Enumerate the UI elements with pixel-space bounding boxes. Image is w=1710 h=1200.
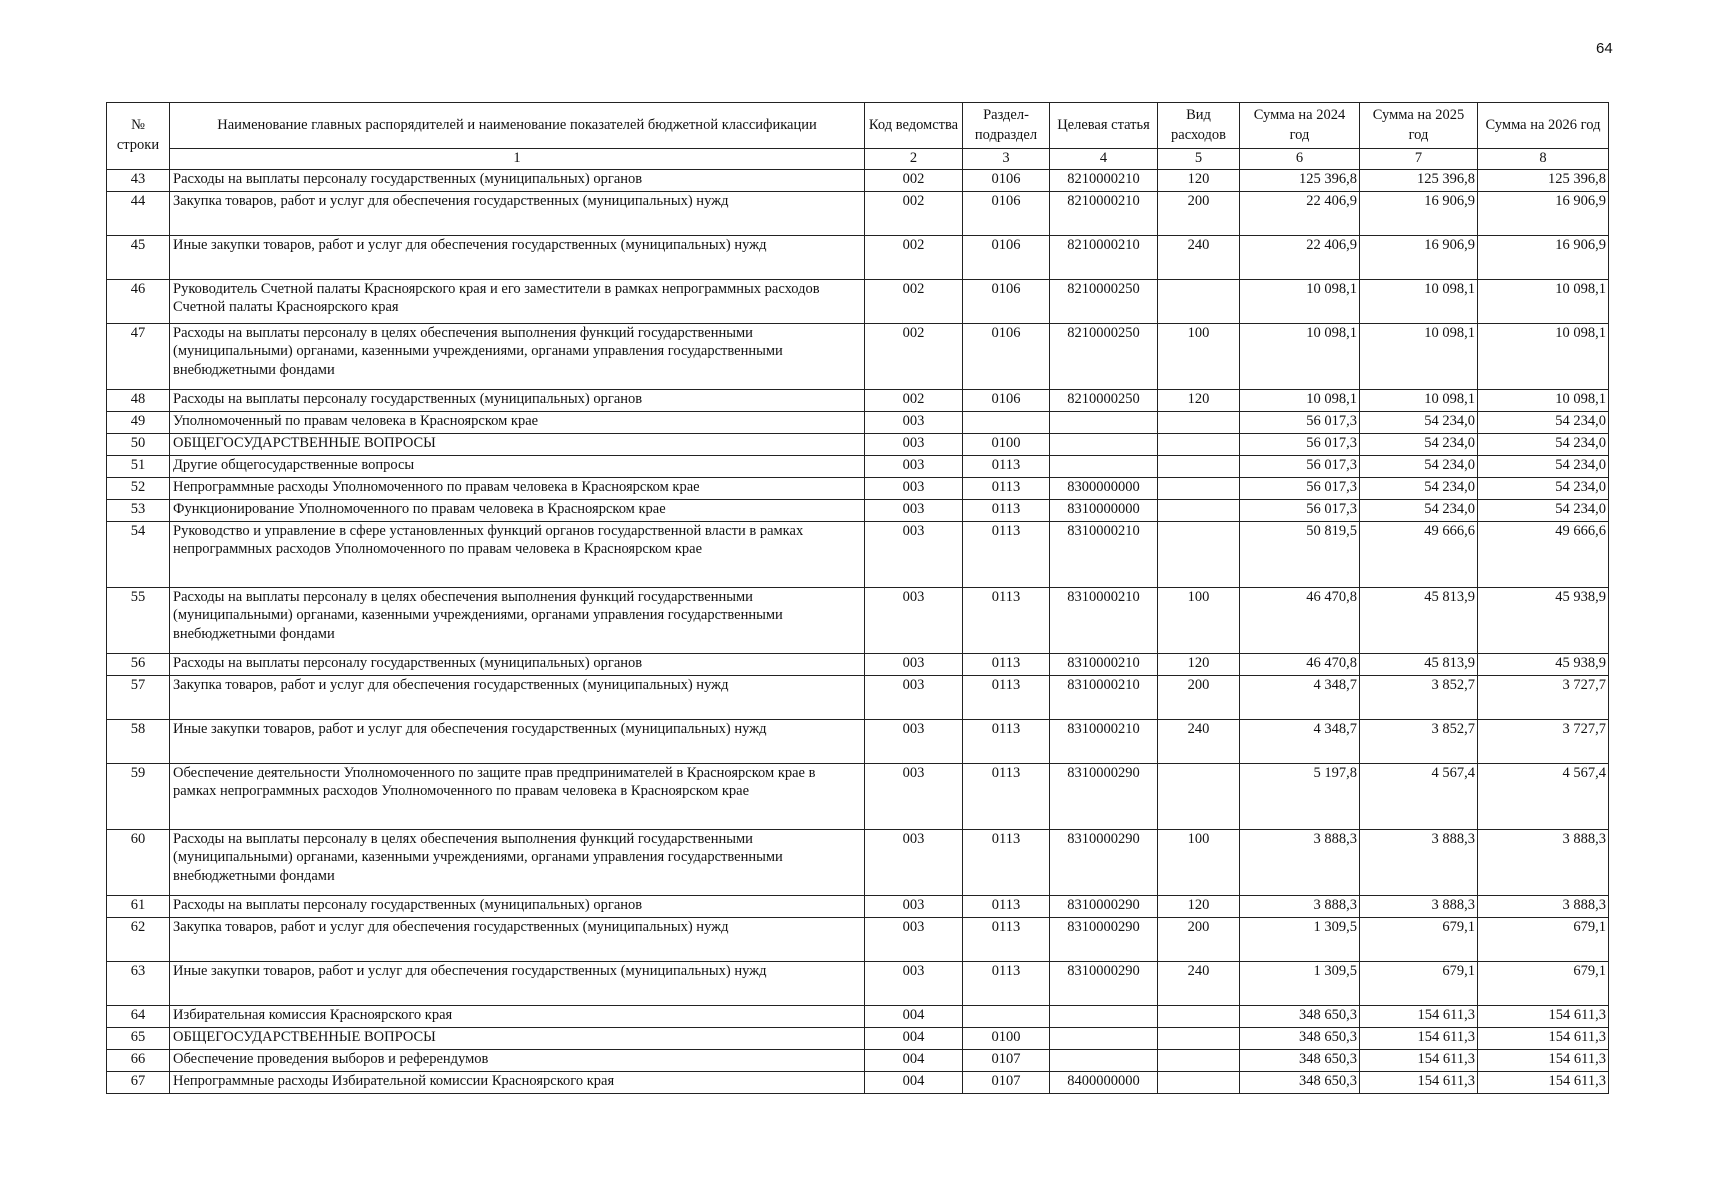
row-sum-2026: 10 098,1 [1478,389,1609,411]
row-dept-code: 003 [865,455,963,477]
row-section: 0113 [963,829,1050,895]
row-name: Обеспечение проведения выборов и референдумов [170,1049,865,1071]
row-target-article [1050,455,1158,477]
row-sum-2026: 154 611,3 [1478,1027,1609,1049]
row-dept-code: 002 [865,191,963,235]
row-number: 56 [107,653,170,675]
row-target-article: 8310000000 [1050,499,1158,521]
row-dept-code: 002 [865,235,963,279]
row-name: Расходы на выплаты персоналу в целях обеспечения выполнения функций государственными (муниципальными) органами, казенными учреждениями, органами управления государственными внебюджетными фондами [170,829,865,895]
row-number: 58 [107,719,170,763]
row-section: 0113 [963,499,1050,521]
row-sum-2025: 3 852,7 [1360,675,1478,719]
row-expense-type: 200 [1158,917,1240,961]
row-dept-code: 003 [865,961,963,1005]
row-sum-2024: 3 888,3 [1240,895,1360,917]
row-number: 57 [107,675,170,719]
row-target-article: 8310000210 [1050,675,1158,719]
row-sum-2026: 3 888,3 [1478,895,1609,917]
row-sum-2026: 154 611,3 [1478,1005,1609,1027]
table-row [107,1027,1609,1049]
row-dept-code: 003 [865,411,963,433]
row-dept-code: 004 [865,1049,963,1071]
table-row [107,961,1609,1005]
column-number-4: 4 [1050,149,1158,170]
row-sum-2025: 16 906,9 [1360,191,1478,235]
row-name: Расходы на выплаты персоналу государственных (муниципальных) органов [170,169,865,191]
header-name: Наименование главных распорядителей и наименование показателей бюджетной классификации [170,103,865,149]
row-sum-2024: 50 819,5 [1240,521,1360,587]
row-sum-2024: 46 470,8 [1240,587,1360,653]
row-number: 44 [107,191,170,235]
row-name: Закупка товаров, работ и услуг для обеспечения государственных (муниципальных) нужд [170,675,865,719]
row-section: 0113 [963,917,1050,961]
row-expense-type [1158,1071,1240,1093]
row-target-article [1050,433,1158,455]
row-section: 0100 [963,433,1050,455]
row-section: 0100 [963,1027,1050,1049]
row-target-article: 8210000250 [1050,279,1158,323]
row-sum-2024: 22 406,9 [1240,191,1360,235]
row-name: Расходы на выплаты персоналу в целях обеспечения выполнения функций государственными (муниципальными) органами, казенными учреждениями, органами управления государственными внебюджетными фондами [170,323,865,389]
row-target-article: 8210000210 [1050,235,1158,279]
row-sum-2026: 16 906,9 [1478,191,1609,235]
row-sum-2026: 54 234,0 [1478,433,1609,455]
row-name: Расходы на выплаты персоналу государственных (муниципальных) органов [170,389,865,411]
row-expense-type [1158,279,1240,323]
table-row [107,323,1609,389]
row-name: Избирательная комиссия Красноярского края [170,1005,865,1027]
table-row [107,1005,1609,1027]
row-number: 54 [107,521,170,587]
row-dept-code: 003 [865,829,963,895]
row-expense-type: 240 [1158,235,1240,279]
row-expense-type [1158,1005,1240,1027]
row-section: 0113 [963,653,1050,675]
row-expense-type [1158,455,1240,477]
row-expense-type: 240 [1158,719,1240,763]
row-sum-2025: 16 906,9 [1360,235,1478,279]
row-sum-2024: 348 650,3 [1240,1049,1360,1071]
row-target-article [1050,411,1158,433]
row-expense-type [1158,521,1240,587]
row-sum-2025: 679,1 [1360,961,1478,1005]
row-expense-type [1158,477,1240,499]
row-expense-type [1158,763,1240,829]
row-sum-2025: 10 098,1 [1360,389,1478,411]
row-target-article: 8310000290 [1050,829,1158,895]
row-dept-code: 003 [865,653,963,675]
row-expense-type [1158,1027,1240,1049]
header-sum-2024: Сумма на 2024 год [1240,103,1360,149]
row-sum-2026: 154 611,3 [1478,1071,1609,1093]
row-section: 0113 [963,675,1050,719]
row-sum-2026: 3 888,3 [1478,829,1609,895]
row-dept-code: 003 [865,521,963,587]
table-row [107,653,1609,675]
row-sum-2025: 3 888,3 [1360,829,1478,895]
row-dept-code: 003 [865,587,963,653]
row-expense-type: 100 [1158,323,1240,389]
row-dept-code: 002 [865,279,963,323]
row-number: 63 [107,961,170,1005]
row-dept-code: 003 [865,675,963,719]
row-sum-2024: 1 309,5 [1240,917,1360,961]
row-dept-code: 003 [865,719,963,763]
table-row [107,279,1609,323]
row-number: 60 [107,829,170,895]
row-name: Расходы на выплаты персоналу в целях обеспечения выполнения функций государственными (муниципальными) органами, казенными учреждениями, органами управления государственными внебюджетными фондами [170,587,865,653]
row-section: 0113 [963,763,1050,829]
row-name: Иные закупки товаров, работ и услуг для обеспечения государственных (муниципальных) нужд [170,961,865,1005]
row-sum-2025: 154 611,3 [1360,1027,1478,1049]
column-number-8: 8 [1478,149,1609,170]
column-number-5: 5 [1158,149,1240,170]
row-sum-2024: 10 098,1 [1240,323,1360,389]
row-sum-2026: 3 727,7 [1478,719,1609,763]
row-sum-2025: 154 611,3 [1360,1071,1478,1093]
row-sum-2026: 10 098,1 [1478,323,1609,389]
row-sum-2026: 45 938,9 [1478,653,1609,675]
row-sum-2025: 49 666,6 [1360,521,1478,587]
row-expense-type: 240 [1158,961,1240,1005]
row-section: 0113 [963,895,1050,917]
row-section: 0106 [963,191,1050,235]
row-number: 67 [107,1071,170,1093]
row-sum-2024: 56 017,3 [1240,455,1360,477]
row-expense-type: 200 [1158,675,1240,719]
row-sum-2024: 125 396,8 [1240,169,1360,191]
row-sum-2024: 4 348,7 [1240,719,1360,763]
row-sum-2026: 54 234,0 [1478,477,1609,499]
table-row [107,455,1609,477]
row-target-article: 8300000000 [1050,477,1158,499]
page-number: 64 [1596,40,1613,57]
table-row [107,719,1609,763]
table-row [107,1071,1609,1093]
table-row [107,763,1609,829]
row-sum-2025: 54 234,0 [1360,477,1478,499]
row-sum-2024: 22 406,9 [1240,235,1360,279]
row-name: Обеспечение деятельности Уполномоченного по защите прав предпринимателей в Красноярском крае в рамках непрограммных расходов Уполномоченного по правам человека в Красноярском крае [170,763,865,829]
row-dept-code: 003 [865,917,963,961]
table-row [107,829,1609,895]
table-row [107,587,1609,653]
row-dept-code: 003 [865,433,963,455]
row-sum-2026: 679,1 [1478,917,1609,961]
row-expense-type: 120 [1158,169,1240,191]
row-name: ОБЩЕГОСУДАРСТВЕННЫЕ ВОПРОСЫ [170,433,865,455]
table-row [107,895,1609,917]
row-sum-2025: 3 888,3 [1360,895,1478,917]
row-sum-2026: 16 906,9 [1478,235,1609,279]
header-row-no: № строки [107,103,170,170]
column-number-2: 2 [865,149,963,170]
row-target-article: 8310000290 [1050,961,1158,1005]
row-number: 53 [107,499,170,521]
row-name: Закупка товаров, работ и услуг для обеспечения государственных (муниципальных) нужд [170,191,865,235]
table-row [107,477,1609,499]
row-section: 0106 [963,323,1050,389]
row-target-article: 8210000250 [1050,323,1158,389]
row-number: 65 [107,1027,170,1049]
row-sum-2026: 4 567,4 [1478,763,1609,829]
row-dept-code: 004 [865,1005,963,1027]
row-sum-2024: 4 348,7 [1240,675,1360,719]
row-sum-2026: 679,1 [1478,961,1609,1005]
row-dept-code: 002 [865,323,963,389]
row-target-article [1050,1049,1158,1071]
row-section: 0106 [963,279,1050,323]
row-section: 0113 [963,521,1050,587]
row-target-article: 8210000250 [1050,389,1158,411]
row-sum-2025: 154 611,3 [1360,1049,1478,1071]
row-name: Другие общегосударственные вопросы [170,455,865,477]
row-section [963,1005,1050,1027]
row-section: 0106 [963,389,1050,411]
row-number: 52 [107,477,170,499]
row-expense-type: 120 [1158,389,1240,411]
row-name: ОБЩЕГОСУДАРСТВЕННЫЕ ВОПРОСЫ [170,1027,865,1049]
row-sum-2025: 10 098,1 [1360,279,1478,323]
row-target-article: 8310000290 [1050,763,1158,829]
row-number: 51 [107,455,170,477]
header-row [107,103,1609,149]
row-sum-2026: 45 938,9 [1478,587,1609,653]
table-body [107,169,1609,1093]
row-number: 59 [107,763,170,829]
table-row [107,675,1609,719]
row-name: Функционирование Уполномоченного по правам человека в Красноярском крае [170,499,865,521]
row-name: Закупка товаров, работ и услуг для обеспечения государственных (муниципальных) нужд [170,917,865,961]
header-section: Раздел-подраздел [963,103,1050,149]
row-sum-2025: 54 234,0 [1360,433,1478,455]
column-number-row [107,149,1609,170]
row-dept-code: 004 [865,1027,963,1049]
header-sum-2026: Сумма на 2026 год [1478,103,1609,149]
row-target-article: 8310000290 [1050,895,1158,917]
row-section [963,411,1050,433]
row-section: 0106 [963,235,1050,279]
row-sum-2025: 54 234,0 [1360,455,1478,477]
row-number: 55 [107,587,170,653]
table-row [107,499,1609,521]
column-number-7: 7 [1360,149,1478,170]
row-target-article: 8310000210 [1050,719,1158,763]
row-name: Иные закупки товаров, работ и услуг для обеспечения государственных (муниципальных) нужд [170,719,865,763]
row-name: Непрограммные расходы Избирательной комиссии Красноярского края [170,1071,865,1093]
row-sum-2025: 679,1 [1360,917,1478,961]
row-expense-type: 200 [1158,191,1240,235]
table-row [107,191,1609,235]
row-sum-2026: 54 234,0 [1478,455,1609,477]
row-dept-code: 003 [865,499,963,521]
table-row [107,917,1609,961]
row-sum-2025: 54 234,0 [1360,411,1478,433]
row-number: 61 [107,895,170,917]
table-row [107,169,1609,191]
row-dept-code: 002 [865,169,963,191]
row-dept-code: 003 [865,763,963,829]
row-target-article: 8210000210 [1050,169,1158,191]
row-sum-2024: 56 017,3 [1240,477,1360,499]
row-section: 0113 [963,961,1050,1005]
row-number: 43 [107,169,170,191]
row-sum-2024: 3 888,3 [1240,829,1360,895]
row-section: 0113 [963,477,1050,499]
row-number: 48 [107,389,170,411]
row-target-article: 8310000290 [1050,917,1158,961]
row-expense-type [1158,499,1240,521]
row-sum-2026: 154 611,3 [1478,1049,1609,1071]
row-name: Уполномоченный по правам человека в Красноярском крае [170,411,865,433]
row-target-article: 8310000210 [1050,521,1158,587]
table-row [107,433,1609,455]
row-sum-2024: 5 197,8 [1240,763,1360,829]
row-sum-2024: 10 098,1 [1240,279,1360,323]
row-name: Руководитель Счетной палаты Красноярского края и его заместители в рамках непрограммных расходов Счетной палаты Красноярского края [170,279,865,323]
row-number: 49 [107,411,170,433]
table-row [107,521,1609,587]
header-target-article: Целевая статья [1050,103,1158,149]
row-sum-2024: 56 017,3 [1240,411,1360,433]
row-sum-2024: 46 470,8 [1240,653,1360,675]
row-section: 0106 [963,169,1050,191]
row-number: 45 [107,235,170,279]
row-target-article [1050,1027,1158,1049]
row-dept-code: 002 [865,389,963,411]
row-sum-2025: 45 813,9 [1360,587,1478,653]
row-sum-2025: 125 396,8 [1360,169,1478,191]
row-dept-code: 004 [865,1071,963,1093]
row-number: 64 [107,1005,170,1027]
row-number: 46 [107,279,170,323]
row-sum-2025: 54 234,0 [1360,499,1478,521]
row-section: 0107 [963,1049,1050,1071]
budget-table [106,102,1609,1094]
row-target-article [1050,1005,1158,1027]
row-sum-2025: 10 098,1 [1360,323,1478,389]
table-row [107,235,1609,279]
header-expense-type: Вид расходов [1158,103,1240,149]
row-sum-2025: 45 813,9 [1360,653,1478,675]
row-expense-type [1158,433,1240,455]
table-row [107,411,1609,433]
header-sum-2025: Сумма на 2025 год [1360,103,1478,149]
row-expense-type [1158,411,1240,433]
row-section: 0107 [963,1071,1050,1093]
row-sum-2024: 10 098,1 [1240,389,1360,411]
row-section: 0113 [963,455,1050,477]
row-target-article: 8310000210 [1050,653,1158,675]
row-sum-2024: 348 650,3 [1240,1027,1360,1049]
row-name: Руководство и управление в сфере установленных функций органов государственной власти в рамках непрограммных расходов Уполномоченного по правам человека в Красноярском крае [170,521,865,587]
row-sum-2026: 10 098,1 [1478,279,1609,323]
row-sum-2024: 348 650,3 [1240,1071,1360,1093]
row-number: 50 [107,433,170,455]
row-name: Расходы на выплаты персоналу государственных (муниципальных) органов [170,653,865,675]
row-number: 66 [107,1049,170,1071]
table-row [107,1049,1609,1071]
row-number: 47 [107,323,170,389]
row-expense-type: 100 [1158,829,1240,895]
row-sum-2024: 1 309,5 [1240,961,1360,1005]
row-target-article: 8400000000 [1050,1071,1158,1093]
row-expense-type: 120 [1158,653,1240,675]
header-dept-code: Код ведомства [865,103,963,149]
row-target-article: 8310000210 [1050,587,1158,653]
row-name: Непрограммные расходы Уполномоченного по правам человека в Красноярском крае [170,477,865,499]
row-expense-type [1158,1049,1240,1071]
column-number-3: 3 [963,149,1050,170]
row-sum-2024: 56 017,3 [1240,499,1360,521]
row-sum-2025: 3 852,7 [1360,719,1478,763]
row-sum-2026: 54 234,0 [1478,499,1609,521]
column-number-6: 6 [1240,149,1360,170]
row-target-article: 8210000210 [1050,191,1158,235]
row-sum-2026: 54 234,0 [1478,411,1609,433]
row-name: Иные закупки товаров, работ и услуг для обеспечения государственных (муниципальных) нужд [170,235,865,279]
row-expense-type: 120 [1158,895,1240,917]
row-name: Расходы на выплаты персоналу государственных (муниципальных) органов [170,895,865,917]
row-sum-2026: 3 727,7 [1478,675,1609,719]
row-sum-2024: 56 017,3 [1240,433,1360,455]
row-section: 0113 [963,719,1050,763]
row-sum-2026: 49 666,6 [1478,521,1609,587]
row-number: 62 [107,917,170,961]
row-sum-2025: 154 611,3 [1360,1005,1478,1027]
column-number-1: 1 [170,149,865,170]
row-dept-code: 003 [865,477,963,499]
row-expense-type: 100 [1158,587,1240,653]
row-sum-2026: 125 396,8 [1478,169,1609,191]
row-sum-2024: 348 650,3 [1240,1005,1360,1027]
row-section: 0113 [963,587,1050,653]
row-sum-2025: 4 567,4 [1360,763,1478,829]
row-dept-code: 003 [865,895,963,917]
table-row [107,389,1609,411]
